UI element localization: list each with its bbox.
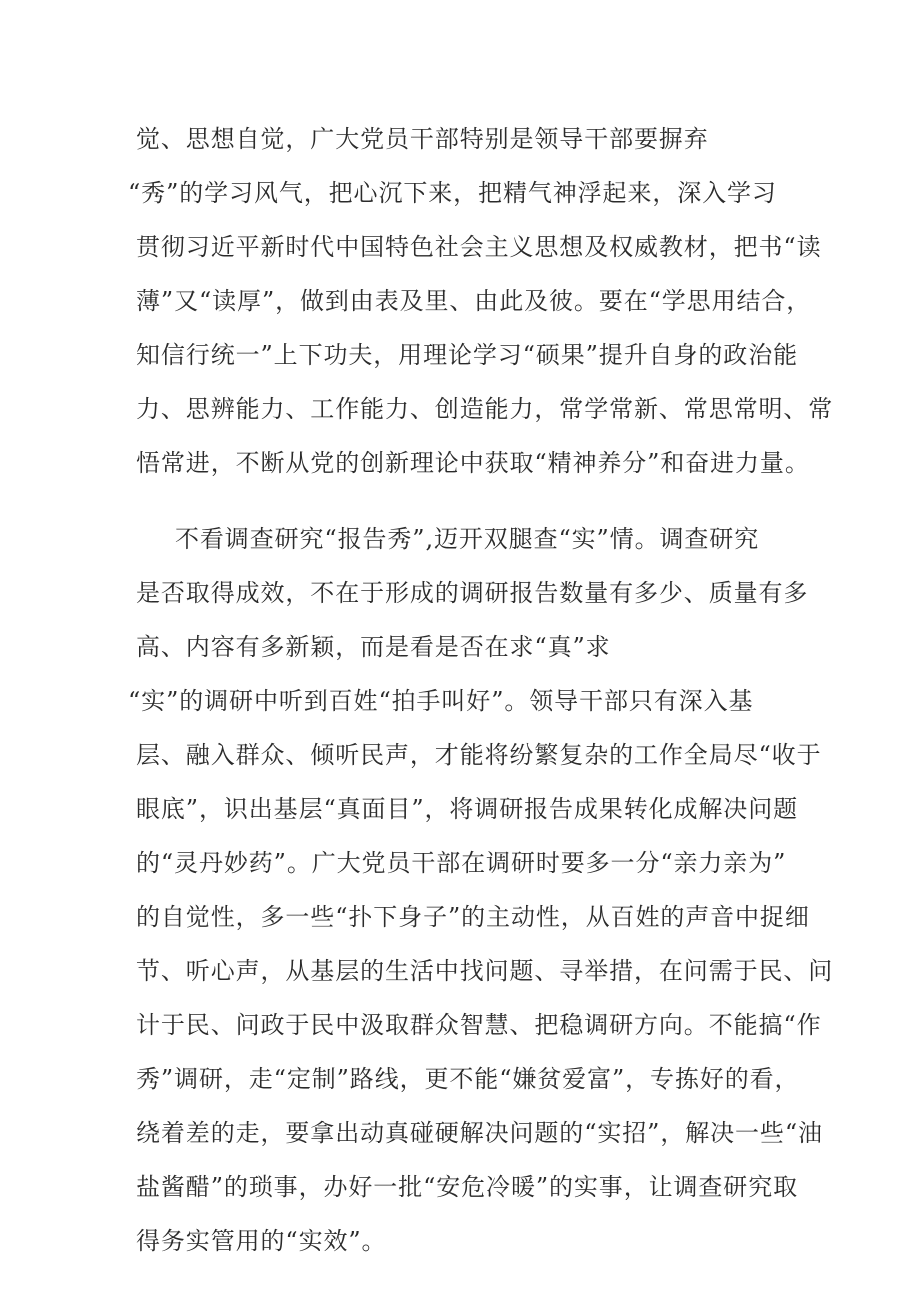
text-line: 计于民、问政于民中汲取群众智慧、把稳调研方向。不能搞“作 bbox=[136, 1011, 822, 1039]
text-line: “实”的调研中听到百姓“拍手叫好”。领导干部只有深入基 bbox=[128, 687, 754, 715]
text-line: 的“灵丹妙药”。广大党员干部在调研时要多一分“亲力亲为” bbox=[136, 849, 787, 877]
text-line: 知信行统一”上下功夫，用理论学习“硕果”提升自身的政治能 bbox=[136, 341, 799, 369]
text-line: 节、听心声，从基层的生活中找问题、寻举措，在问需于民、问 bbox=[136, 957, 834, 985]
text-line: 得务实管用的“实效”。 bbox=[136, 1227, 387, 1255]
text-line: 力、思辨能力、工作能力、创造能力，常学常新、常思常明、常 bbox=[136, 395, 834, 423]
text-line: 觉、思想自觉，广大党员干部特别是领导干部要摒弃 bbox=[136, 125, 709, 153]
text-line: 不看调查研究“报告秀”,迈开双腿查“实”情。调查研究 bbox=[175, 525, 760, 553]
text-line: 是否取得成效，不在于形成的调研报告数量有多少、质量有多 bbox=[136, 579, 809, 607]
text-line: 的自觉性，多一些“扑下身子”的主动性，从百姓的声音中捉细 bbox=[136, 903, 810, 931]
text-line: 薄”又“读厚”，做到由表及里、由此及彼。要在“学思用结合， bbox=[136, 287, 812, 315]
text-line: 绕着差的走，要拿出动真碰硬解决问题的“实招”，解决一些“油 bbox=[136, 1119, 823, 1147]
text-line: 高、内容有多新颖，而是看是否在求“真”求 bbox=[136, 633, 611, 661]
text-line: “秀”的学习风气，把心沉下来，把精气神浮起来，深入学习 bbox=[128, 179, 777, 207]
text-line: 悟常进，不断从党的创新理论中获取“精神养分”和奋进力量。 bbox=[136, 449, 810, 477]
text-line: 贯彻习近平新时代中国特色社会主义思想及权威教材，把书“读 bbox=[136, 233, 822, 261]
text-line: 秀”调研，走“定制”路线，更不能“嫌贫爱富”，专拣好的看， bbox=[136, 1065, 800, 1093]
text-line: 层、融入群众、倾听民声，才能将纷繁复杂的工作全局尽“收于 bbox=[136, 741, 822, 769]
text-line: 盐酱醋”的琐事，办好一批“安危冷暖”的实事，让调查研究取 bbox=[136, 1173, 799, 1201]
text-line: 眼底”，识出基层“真面目”，将调研报告成果转化成解决问题 bbox=[136, 795, 799, 823]
